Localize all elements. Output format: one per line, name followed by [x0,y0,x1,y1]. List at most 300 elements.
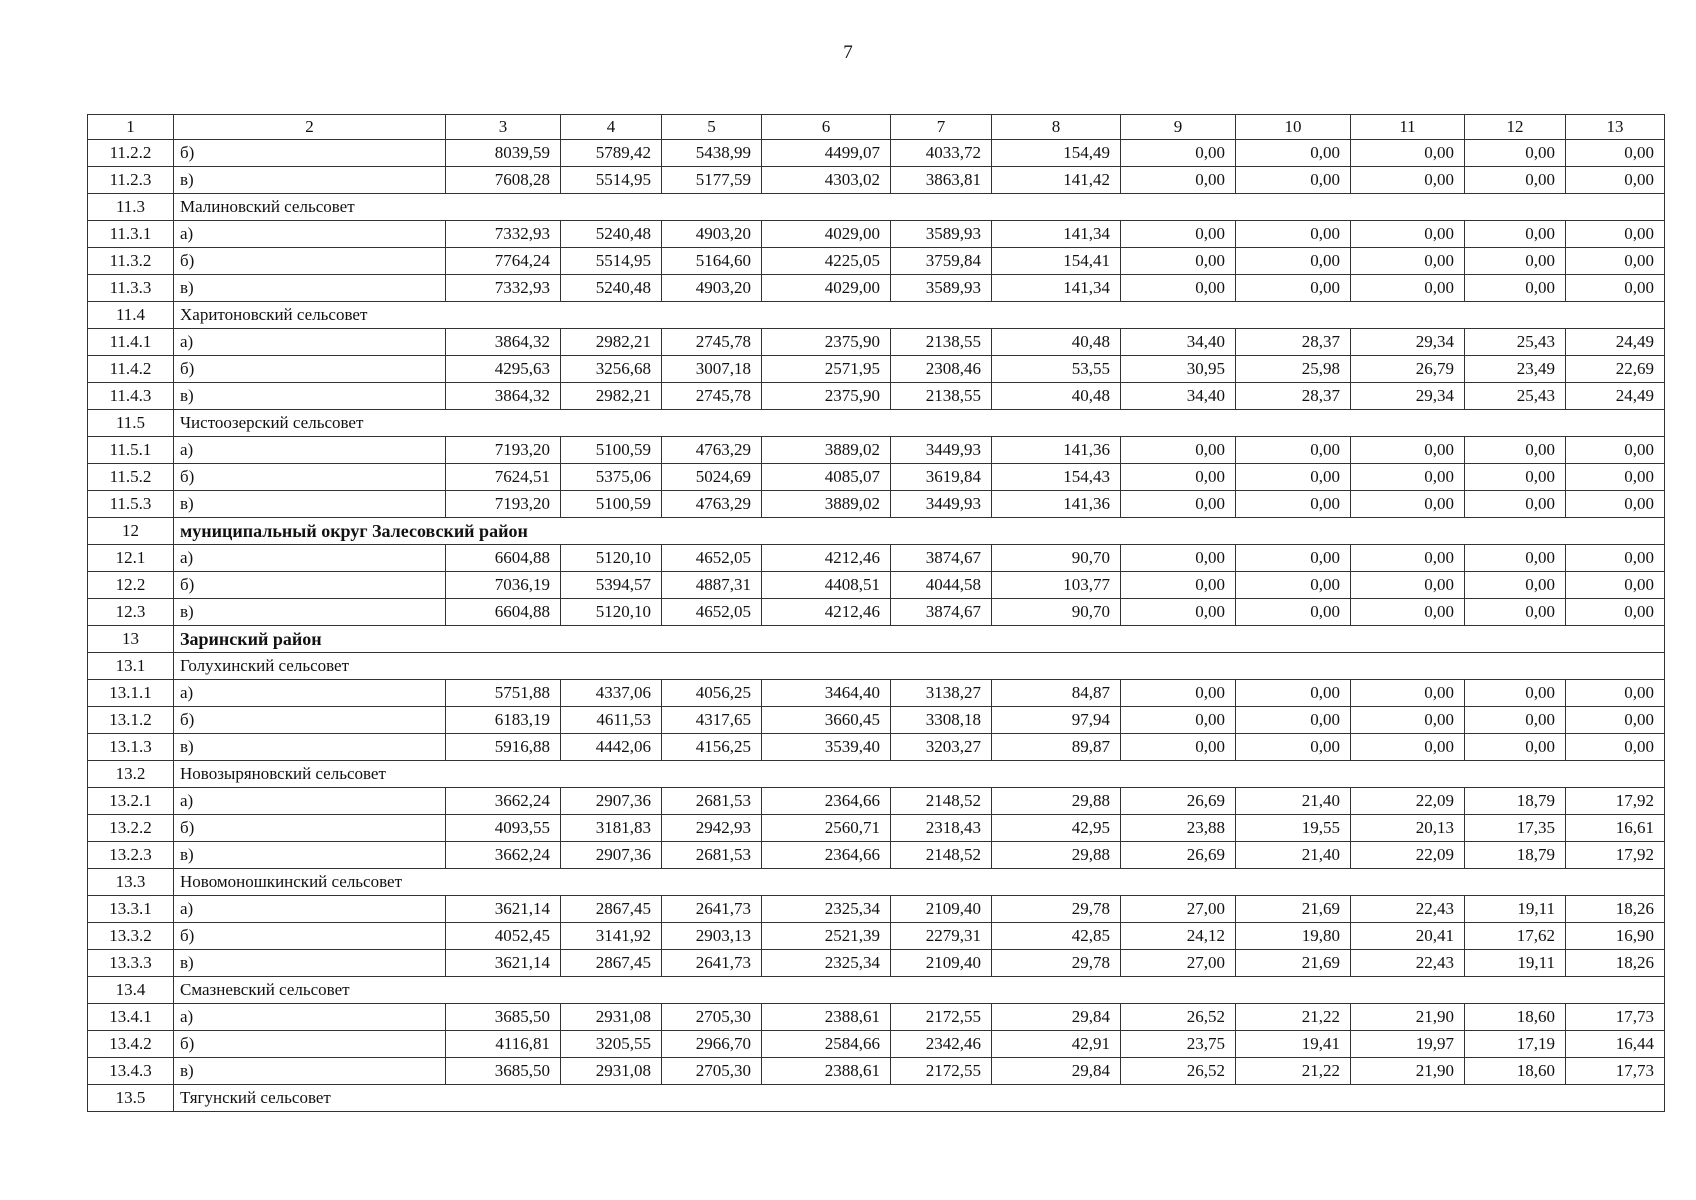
row-code: 12 [88,518,174,545]
row-code: 13 [88,626,174,653]
section-title: Новомоношкинский сельсовет [174,869,1665,896]
value-cell: 141,42 [992,167,1121,194]
value-cell: 0,00 [1566,491,1665,518]
value-cell: 2172,55 [891,1004,992,1031]
row-code: 13.1.3 [88,734,174,761]
row-label: а) [174,545,446,572]
value-cell: 0,00 [1236,221,1351,248]
value-cell: 0,00 [1566,680,1665,707]
row-code: 11.5 [88,410,174,437]
value-cell: 4212,46 [762,545,891,572]
value-cell: 26,69 [1121,842,1236,869]
value-cell: 3864,32 [446,383,561,410]
value-cell: 2148,52 [891,842,992,869]
value-cell: 3141,92 [561,923,662,950]
value-cell: 0,00 [1121,221,1236,248]
table-row [88,842,1665,869]
tariff-table [87,114,1665,1112]
district-row [88,518,1665,545]
value-cell: 28,37 [1236,383,1351,410]
table-row [88,815,1665,842]
value-cell: 0,00 [1351,491,1465,518]
value-cell: 2388,61 [762,1004,891,1031]
value-cell: 0,00 [1236,167,1351,194]
value-cell: 2109,40 [891,950,992,977]
value-cell: 17,73 [1566,1058,1665,1085]
value-cell: 18,26 [1566,950,1665,977]
value-cell: 2867,45 [561,950,662,977]
section-row [88,302,1665,329]
table-row [88,572,1665,599]
value-cell: 4408,51 [762,572,891,599]
value-cell: 0,00 [1121,680,1236,707]
section-title: Харитоновский сельсовет [174,302,1665,329]
value-cell: 17,73 [1566,1004,1665,1031]
value-cell: 4303,02 [762,167,891,194]
row-code: 11.5.2 [88,464,174,491]
value-cell: 141,34 [992,275,1121,302]
value-cell: 26,79 [1351,356,1465,383]
value-cell: 21,90 [1351,1058,1465,1085]
value-cell: 84,87 [992,680,1121,707]
value-cell: 4903,20 [662,221,762,248]
value-cell: 0,00 [1566,248,1665,275]
row-code: 11.5.1 [88,437,174,464]
value-cell: 4317,65 [662,707,762,734]
row-label: а) [174,437,446,464]
value-cell: 29,78 [992,896,1121,923]
value-cell: 0,00 [1465,221,1566,248]
value-cell: 0,00 [1121,140,1236,167]
value-cell: 154,43 [992,464,1121,491]
value-cell: 2745,78 [662,329,762,356]
value-cell: 2681,53 [662,842,762,869]
table-row [88,923,1665,950]
value-cell: 0,00 [1566,599,1665,626]
row-code: 11.3.2 [88,248,174,275]
value-cell: 3308,18 [891,707,992,734]
value-cell: 0,00 [1121,572,1236,599]
section-title: муниципальный округ Залесовский район [174,518,1665,545]
value-cell: 19,11 [1465,896,1566,923]
row-code: 11.4.3 [88,383,174,410]
value-cell: 3685,50 [446,1004,561,1031]
value-cell: 21,22 [1236,1058,1351,1085]
row-label: в) [174,383,446,410]
value-cell: 5164,60 [662,248,762,275]
value-cell: 154,49 [992,140,1121,167]
value-cell: 0,00 [1465,680,1566,707]
section-row [88,194,1665,221]
row-code: 12.2 [88,572,174,599]
table-row [88,707,1665,734]
row-code: 13.4.2 [88,1031,174,1058]
value-cell: 17,92 [1566,842,1665,869]
value-cell: 2641,73 [662,950,762,977]
value-cell: 5751,88 [446,680,561,707]
value-cell: 0,00 [1566,464,1665,491]
value-cell: 42,85 [992,923,1121,950]
row-label: в) [174,842,446,869]
column-number: 5 [662,115,762,140]
value-cell: 3138,27 [891,680,992,707]
value-cell: 27,00 [1121,950,1236,977]
page-number: 7 [843,42,853,63]
value-cell: 0,00 [1351,275,1465,302]
value-cell: 0,00 [1121,707,1236,734]
value-cell: 4887,31 [662,572,762,599]
value-cell: 19,41 [1236,1031,1351,1058]
section-row [88,869,1665,896]
value-cell: 2148,52 [891,788,992,815]
value-cell: 5916,88 [446,734,561,761]
value-cell: 5100,59 [561,491,662,518]
value-cell: 19,11 [1465,950,1566,977]
value-cell: 3874,67 [891,545,992,572]
value-cell: 5120,10 [561,545,662,572]
table-row [88,275,1665,302]
value-cell: 2681,53 [662,788,762,815]
value-cell: 0,00 [1351,167,1465,194]
value-cell: 16,61 [1566,815,1665,842]
value-cell: 4225,05 [762,248,891,275]
value-cell: 17,92 [1566,788,1665,815]
value-cell: 27,00 [1121,896,1236,923]
value-cell: 7764,24 [446,248,561,275]
value-cell: 29,84 [992,1058,1121,1085]
value-cell: 2521,39 [762,923,891,950]
row-label: а) [174,680,446,707]
value-cell: 2982,21 [561,329,662,356]
section-title: Смазневский сельсовет [174,977,1665,1004]
value-cell: 2325,34 [762,950,891,977]
row-code: 13.4.3 [88,1058,174,1085]
value-cell: 2705,30 [662,1004,762,1031]
row-label: б) [174,707,446,734]
table-row [88,491,1665,518]
value-cell: 3589,93 [891,275,992,302]
row-code: 11.3 [88,194,174,221]
value-cell: 18,79 [1465,842,1566,869]
value-cell: 0,00 [1465,707,1566,734]
value-cell: 0,00 [1236,680,1351,707]
value-cell: 2867,45 [561,896,662,923]
row-label: а) [174,221,446,248]
value-cell: 0,00 [1121,545,1236,572]
row-label: в) [174,734,446,761]
section-row [88,977,1665,1004]
value-cell: 4044,58 [891,572,992,599]
value-cell: 30,95 [1121,356,1236,383]
value-cell: 0,00 [1351,140,1465,167]
value-cell: 29,88 [992,842,1121,869]
value-cell: 0,00 [1465,167,1566,194]
value-cell: 4611,53 [561,707,662,734]
value-cell: 3660,45 [762,707,891,734]
value-cell: 0,00 [1121,491,1236,518]
value-cell: 0,00 [1566,545,1665,572]
value-cell: 0,00 [1566,221,1665,248]
table-row [88,140,1665,167]
value-cell: 0,00 [1351,734,1465,761]
value-cell: 4763,29 [662,437,762,464]
value-cell: 0,00 [1465,572,1566,599]
value-cell: 21,40 [1236,842,1351,869]
value-cell: 2705,30 [662,1058,762,1085]
value-cell: 3449,93 [891,437,992,464]
value-cell: 90,70 [992,599,1121,626]
row-code: 13.2.3 [88,842,174,869]
column-number: 6 [762,115,891,140]
value-cell: 2745,78 [662,383,762,410]
value-cell: 3889,02 [762,437,891,464]
value-cell: 2931,08 [561,1004,662,1031]
table-row [88,896,1665,923]
value-cell: 3589,93 [891,221,992,248]
value-cell: 29,88 [992,788,1121,815]
value-cell: 2138,55 [891,329,992,356]
section-title: Малиновский сельсовет [174,194,1665,221]
row-label: б) [174,464,446,491]
section-row [88,761,1665,788]
value-cell: 2325,34 [762,896,891,923]
section-title: Заринский район [174,626,1665,653]
value-cell: 21,69 [1236,896,1351,923]
value-cell: 26,52 [1121,1004,1236,1031]
value-cell: 0,00 [1465,437,1566,464]
value-cell: 0,00 [1566,437,1665,464]
row-code: 13.4.1 [88,1004,174,1031]
value-cell: 5240,48 [561,221,662,248]
row-code: 13.1.1 [88,680,174,707]
value-cell: 8039,59 [446,140,561,167]
value-cell: 24,49 [1566,383,1665,410]
value-cell: 4442,06 [561,734,662,761]
row-label: а) [174,896,446,923]
value-cell: 7193,20 [446,437,561,464]
value-cell: 90,70 [992,545,1121,572]
row-label: в) [174,167,446,194]
value-cell: 0,00 [1351,221,1465,248]
row-code: 13.1 [88,653,174,680]
table-row [88,248,1665,275]
value-cell: 3619,84 [891,464,992,491]
column-number: 12 [1465,115,1566,140]
row-label: в) [174,1058,446,1085]
table-row [88,788,1665,815]
column-number: 11 [1351,115,1465,140]
value-cell: 0,00 [1566,167,1665,194]
value-cell: 3621,14 [446,896,561,923]
row-code: 13.1.2 [88,707,174,734]
value-cell: 0,00 [1351,545,1465,572]
section-title: Новозыряновский сельсовет [174,761,1665,788]
section-row [88,410,1665,437]
value-cell: 3621,14 [446,950,561,977]
table-row [88,545,1665,572]
section-row [88,1085,1665,1112]
value-cell: 2375,90 [762,329,891,356]
value-cell: 3863,81 [891,167,992,194]
value-cell: 0,00 [1351,248,1465,275]
row-label: б) [174,1031,446,1058]
row-label: а) [174,788,446,815]
table-row [88,167,1665,194]
value-cell: 3662,24 [446,788,561,815]
value-cell: 7624,51 [446,464,561,491]
value-cell: 17,62 [1465,923,1566,950]
value-cell: 0,00 [1121,599,1236,626]
row-code: 11.4 [88,302,174,329]
value-cell: 16,90 [1566,923,1665,950]
value-cell: 0,00 [1121,437,1236,464]
value-cell: 20,13 [1351,815,1465,842]
value-cell: 0,00 [1236,437,1351,464]
value-cell: 26,52 [1121,1058,1236,1085]
value-cell: 22,69 [1566,356,1665,383]
column-number: 13 [1566,115,1665,140]
table-row [88,221,1665,248]
value-cell: 2342,46 [891,1031,992,1058]
value-cell: 2942,93 [662,815,762,842]
value-cell: 0,00 [1566,707,1665,734]
value-cell: 0,00 [1121,167,1236,194]
value-cell: 0,00 [1465,140,1566,167]
value-cell: 42,91 [992,1031,1121,1058]
table-row [88,1058,1665,1085]
value-cell: 4499,07 [762,140,891,167]
value-cell: 0,00 [1465,275,1566,302]
value-cell: 0,00 [1566,572,1665,599]
row-label: б) [174,140,446,167]
value-cell: 0,00 [1351,707,1465,734]
section-row [88,653,1665,680]
value-cell: 18,26 [1566,896,1665,923]
value-cell: 17,35 [1465,815,1566,842]
value-cell: 0,00 [1566,275,1665,302]
value-cell: 18,60 [1465,1058,1566,1085]
row-label: б) [174,356,446,383]
value-cell: 0,00 [1351,572,1465,599]
row-code: 13.2 [88,761,174,788]
value-cell: 0,00 [1236,491,1351,518]
value-cell: 0,00 [1121,734,1236,761]
value-cell: 0,00 [1236,707,1351,734]
value-cell: 0,00 [1351,680,1465,707]
value-cell: 0,00 [1121,248,1236,275]
value-cell: 19,97 [1351,1031,1465,1058]
table-row [88,680,1665,707]
value-cell: 2903,13 [662,923,762,950]
value-cell: 29,84 [992,1004,1121,1031]
value-cell: 29,34 [1351,329,1465,356]
value-cell: 3889,02 [762,491,891,518]
value-cell: 97,94 [992,707,1121,734]
value-cell: 0,00 [1465,491,1566,518]
table-row [88,356,1665,383]
value-cell: 6604,88 [446,545,561,572]
row-code: 13.4 [88,977,174,1004]
value-cell: 20,41 [1351,923,1465,950]
row-code: 11.5.3 [88,491,174,518]
value-cell: 2364,66 [762,788,891,815]
table-row [88,734,1665,761]
value-cell: 5394,57 [561,572,662,599]
value-cell: 21,90 [1351,1004,1465,1031]
value-cell: 4337,06 [561,680,662,707]
row-code: 13.2.2 [88,815,174,842]
row-code: 11.2.3 [88,167,174,194]
value-cell: 3759,84 [891,248,992,275]
value-cell: 4093,55 [446,815,561,842]
value-cell: 3449,93 [891,491,992,518]
value-cell: 2966,70 [662,1031,762,1058]
row-label: б) [174,923,446,950]
value-cell: 22,43 [1351,896,1465,923]
value-cell: 19,55 [1236,815,1351,842]
row-label: а) [174,1004,446,1031]
value-cell: 4085,07 [762,464,891,491]
value-cell: 0,00 [1465,734,1566,761]
row-code: 13.3.3 [88,950,174,977]
value-cell: 4212,46 [762,599,891,626]
value-cell: 141,36 [992,437,1121,464]
value-cell: 2308,46 [891,356,992,383]
value-cell: 2109,40 [891,896,992,923]
column-number: 8 [992,115,1121,140]
value-cell: 3256,68 [561,356,662,383]
value-cell: 25,43 [1465,329,1566,356]
value-cell: 3864,32 [446,329,561,356]
value-cell: 17,19 [1465,1031,1566,1058]
value-cell: 0,00 [1121,464,1236,491]
value-cell: 7036,19 [446,572,561,599]
value-cell: 4029,00 [762,275,891,302]
table-row [88,1031,1665,1058]
value-cell: 4029,00 [762,221,891,248]
value-cell: 7332,93 [446,221,561,248]
value-cell: 0,00 [1465,545,1566,572]
value-cell: 0,00 [1465,248,1566,275]
value-cell: 0,00 [1566,140,1665,167]
value-cell: 0,00 [1121,275,1236,302]
district-row [88,626,1665,653]
value-cell: 24,49 [1566,329,1665,356]
value-cell: 22,43 [1351,950,1465,977]
value-cell: 25,98 [1236,356,1351,383]
value-cell: 5177,59 [662,167,762,194]
value-cell: 5024,69 [662,464,762,491]
value-cell: 21,40 [1236,788,1351,815]
value-cell: 4156,25 [662,734,762,761]
section-title: Тягунский сельсовет [174,1085,1665,1112]
column-number: 2 [174,115,446,140]
value-cell: 21,22 [1236,1004,1351,1031]
value-cell: 23,75 [1121,1031,1236,1058]
value-cell: 22,09 [1351,788,1465,815]
section-title: Чистоозерский сельсовет [174,410,1665,437]
column-number: 1 [88,115,174,140]
value-cell: 3181,83 [561,815,662,842]
value-cell: 103,77 [992,572,1121,599]
row-label: в) [174,950,446,977]
value-cell: 4052,45 [446,923,561,950]
value-cell: 28,37 [1236,329,1351,356]
value-cell: 4056,25 [662,680,762,707]
value-cell: 2279,31 [891,923,992,950]
value-cell: 5100,59 [561,437,662,464]
value-cell: 40,48 [992,383,1121,410]
